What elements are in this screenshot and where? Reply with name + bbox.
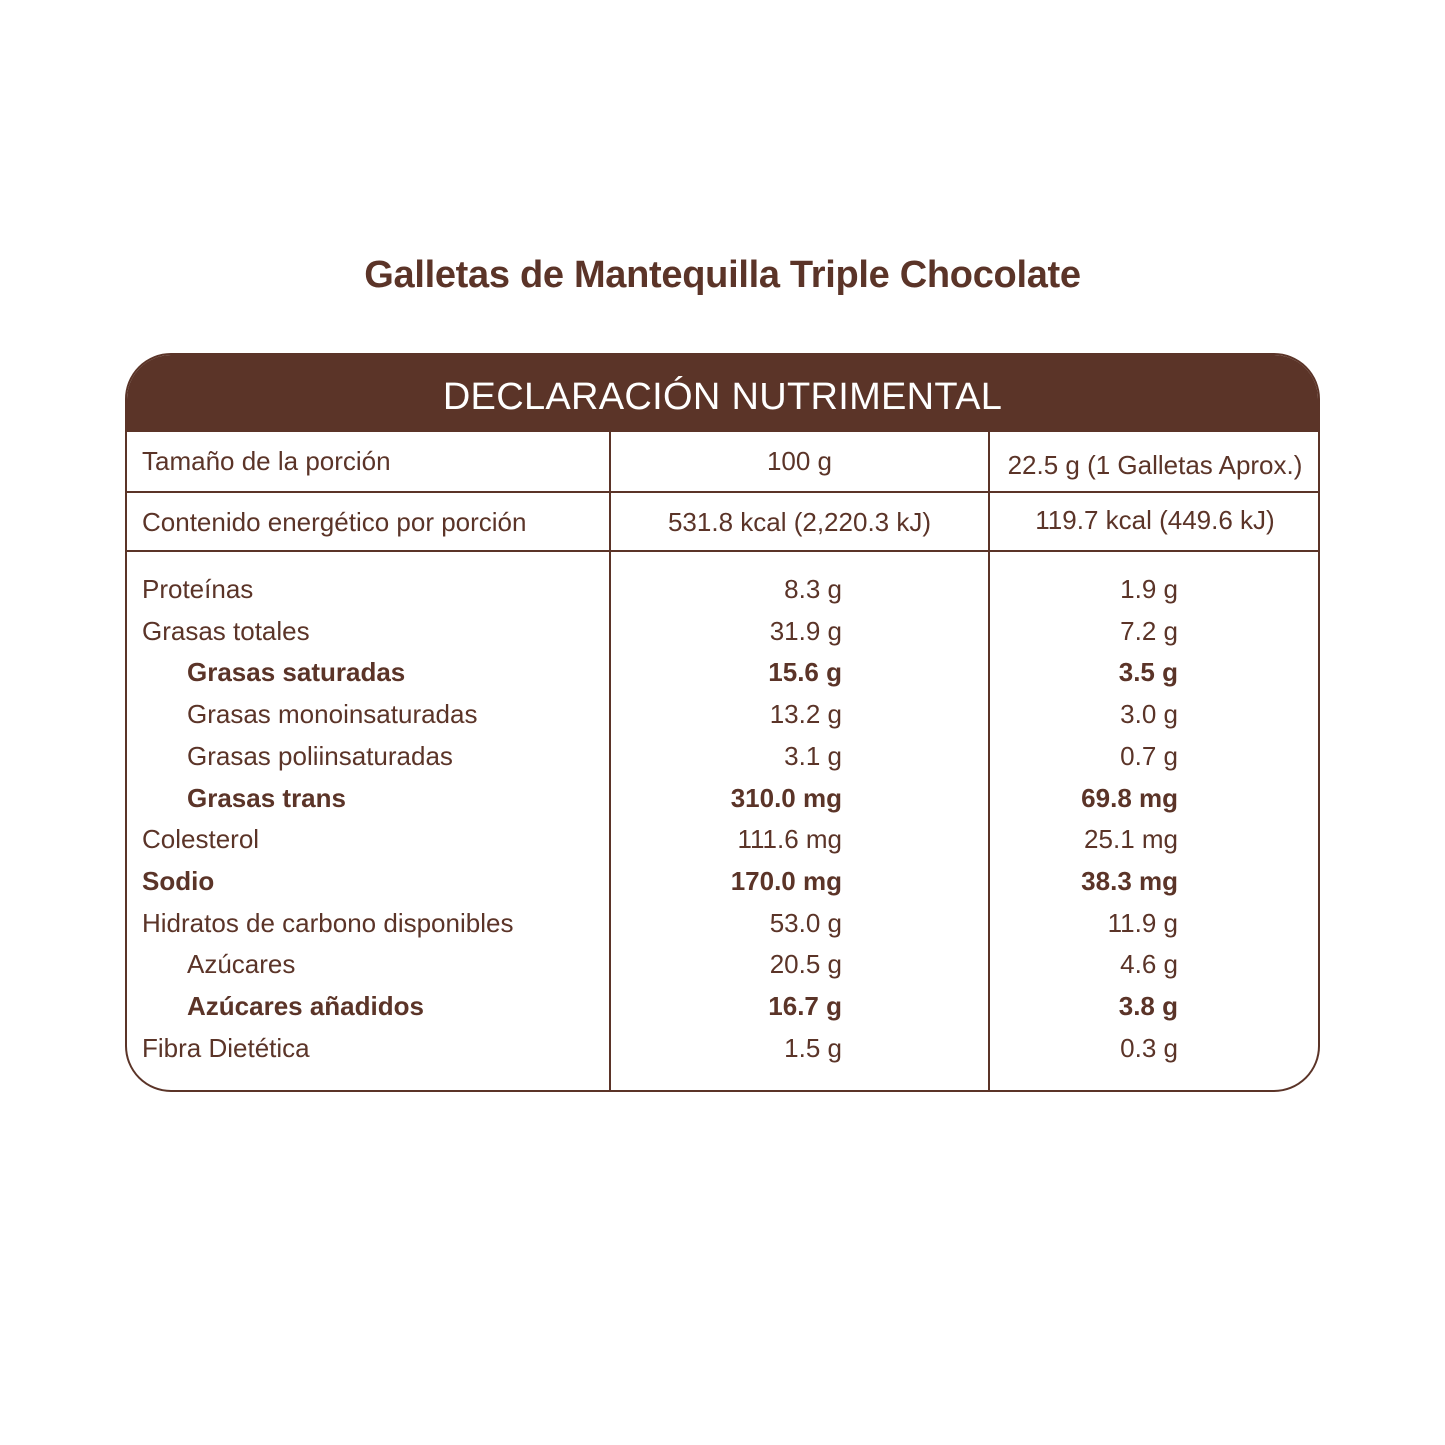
nutrient-row — [127, 943, 1318, 985]
nutrient-value-100g: 8.3 g — [784, 574, 842, 604]
nutrient-value-100g: 170.0 mg — [730, 865, 842, 896]
nutrient-value-100g: 310.0 mg — [730, 782, 842, 813]
nutrient-value-100g: 16.7 g — [768, 991, 842, 1021]
nutrient-row — [127, 985, 1318, 1027]
nutrient-value-portion: 3.5 g — [1118, 657, 1178, 688]
nutrient-value-100g: 13.2 g — [769, 699, 842, 730]
nutrient-value-100g: 15.6 g — [768, 657, 842, 688]
serving-size-100g: 100 g — [766, 446, 833, 476]
nutrient-row — [127, 568, 1318, 610]
nutrient-row — [127, 777, 1318, 819]
nutrient-name: Azúcares — [187, 949, 296, 980]
nutrient-value-100g: 20.5 g — [769, 949, 842, 980]
nutrient-row — [127, 1027, 1318, 1069]
nutrient-name: Grasas monoinsaturadas — [187, 699, 478, 730]
nutrition-facts-panel — [125, 353, 1320, 1092]
nutrition-header: DECLARACIÓN NUTRIMENTAL — [127, 355, 1318, 432]
nutrient-name: Colesterol — [142, 824, 260, 855]
nutrient-name: Sodio — [142, 865, 215, 896]
nutrient-value-portion: 3.0 g — [1120, 699, 1178, 730]
nutrient-name: Fibra Dietética — [142, 1032, 310, 1063]
nutrient-value-portion: 3.8 g — [1118, 991, 1178, 1021]
nutrient-name: Proteínas — [142, 574, 254, 604]
nutrient-value-portion: 38.3 mg — [1081, 865, 1178, 896]
nutrient-value-100g: 53.0 g — [769, 907, 842, 938]
nutrient-row — [127, 610, 1318, 652]
nutrient-row — [127, 818, 1318, 860]
energy-portion: 119.7 kcal (449.6 kJ) — [1035, 505, 1275, 535]
nutrient-row — [127, 693, 1318, 735]
nutrient-value-portion: 1.9 g — [1120, 574, 1178, 604]
nutrient-value-portion: 4.6 g — [1120, 949, 1178, 980]
nutrient-value-portion: 7.2 g — [1120, 615, 1178, 646]
serving-size-portion: 22.5 g (1 Galletas Aprox.) — [1007, 450, 1303, 480]
nutrient-value-100g: 3.1 g — [784, 740, 842, 771]
nutrient-row — [127, 735, 1318, 777]
serving-size-label: Tamaño de la porción — [142, 446, 391, 476]
nutrient-value-100g: 31.9 g — [769, 615, 842, 646]
nutrient-name: Azúcares añadidos — [187, 991, 424, 1021]
nutrient-name: Grasas saturadas — [187, 657, 406, 688]
nutrient-name: Grasas trans — [187, 782, 346, 813]
nutrient-name: Grasas poliinsaturadas — [187, 740, 453, 771]
row-divider-energy — [127, 550, 1318, 552]
nutrient-value-100g: 111.6 mg — [737, 824, 842, 855]
energy-label: Contenido energético por porción — [142, 507, 527, 537]
nutrient-row — [127, 651, 1318, 693]
nutrient-name: Grasas totales — [142, 615, 310, 646]
nutrient-value-100g: 1.5 g — [784, 1032, 842, 1063]
row-divider-serving — [127, 491, 1318, 493]
nutrient-value-portion: 0.7 g — [1120, 740, 1178, 771]
product-title: Galletas de Mantequilla Triple Chocolate — [364, 254, 1081, 296]
nutrient-value-portion: 69.8 mg — [1081, 782, 1178, 813]
energy-100g: 531.8 kcal (2,220.3 kJ) — [667, 507, 932, 537]
nutrient-value-portion: 11.9 g — [1107, 907, 1178, 938]
nutrient-row — [127, 860, 1318, 902]
nutrient-value-portion: 0.3 g — [1120, 1032, 1178, 1063]
nutrient-value-portion: 25.1 mg — [1084, 824, 1178, 855]
nutrient-name: Hidratos de carbono disponibles — [142, 907, 514, 938]
nutrient-row — [127, 902, 1318, 944]
